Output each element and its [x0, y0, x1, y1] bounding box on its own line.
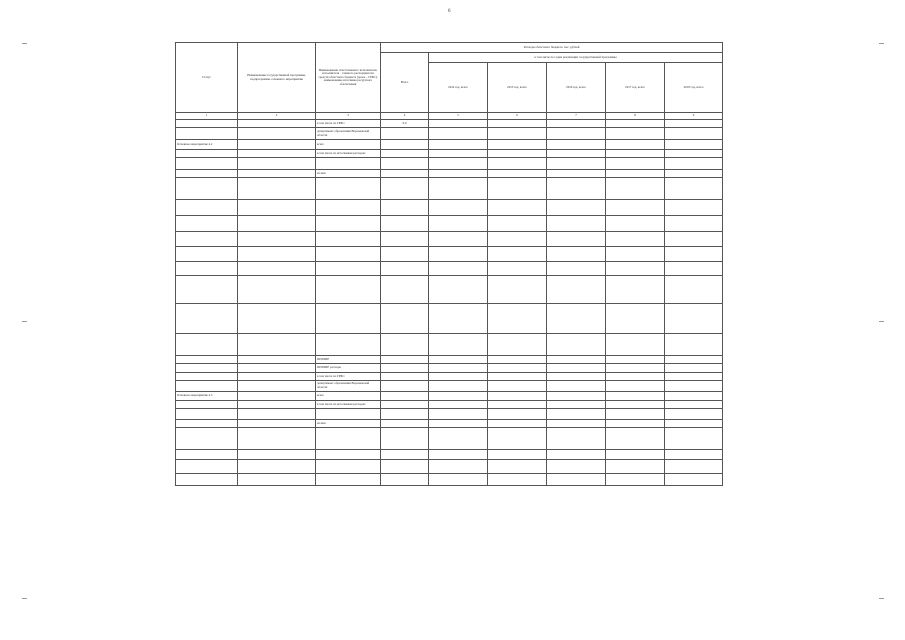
year-value-cell [488, 276, 547, 304]
year-value-cell [429, 232, 488, 247]
status-cell [176, 150, 238, 158]
column-number: 5 [429, 113, 488, 120]
total-cell [381, 140, 429, 150]
year-value-cell [429, 364, 488, 373]
table-row [176, 450, 723, 460]
year-value-cell [429, 409, 488, 420]
year-value-cell [606, 401, 665, 409]
year-value-cell [429, 356, 488, 364]
header-expenses-group: Расходы областного бюджета, тыс. рублей [381, 43, 723, 53]
table-row [176, 140, 723, 150]
total-cell [381, 276, 429, 304]
year-value-cell [547, 420, 606, 428]
program-name-cell [238, 232, 316, 247]
table-row [176, 356, 723, 364]
total-cell [381, 373, 429, 381]
funding-source-cell: ПРОЧИЕ расходы [316, 364, 381, 373]
total-cell [381, 381, 429, 392]
program-name-cell [238, 450, 316, 460]
funding-source-cell [316, 474, 381, 486]
total-cell [381, 170, 429, 178]
program-name-cell [238, 474, 316, 486]
funding-source-cell [316, 276, 381, 304]
year-value-cell [606, 392, 665, 401]
year-value-cell [547, 200, 606, 216]
year-value-cell [606, 276, 665, 304]
year-value-cell [547, 364, 606, 373]
year-value-cell [429, 178, 488, 200]
year-value-cell [547, 216, 606, 232]
total-cell [381, 428, 429, 450]
funding-source-cell: в том числе по ГРБС: [316, 373, 381, 381]
year-value-cell [665, 356, 723, 364]
table-row [176, 373, 723, 381]
year-value-cell [547, 428, 606, 450]
year-value-cell [606, 356, 665, 364]
year-value-cell [606, 409, 665, 420]
year-value-cell [606, 140, 665, 150]
year-value-cell [547, 178, 606, 200]
funding-source-cell [316, 460, 381, 474]
table-row [176, 262, 723, 276]
year-value-cell [429, 428, 488, 450]
funding-source-cell [316, 450, 381, 460]
funding-source-cell [316, 158, 381, 170]
program-name-cell [238, 276, 316, 304]
year-value-cell [429, 392, 488, 401]
status-cell [176, 178, 238, 200]
funding-source-cell [316, 304, 381, 334]
program-name-cell [238, 216, 316, 232]
year-value-cell [547, 232, 606, 247]
scan-mark [879, 321, 884, 322]
year-value-cell [429, 150, 488, 158]
year-value-cell [665, 460, 723, 474]
table-body [176, 120, 723, 486]
funding-source-cell: в том числе по источникам расходов: [316, 401, 381, 409]
year-value-cell [488, 409, 547, 420]
funding-source-cell [316, 232, 381, 247]
year-value-cell [429, 128, 488, 140]
year-value-cell [665, 120, 723, 128]
budget-table [175, 42, 723, 486]
column-number: 8 [606, 113, 665, 120]
year-value-cell [665, 128, 723, 140]
status-cell [176, 420, 238, 428]
year-value-cell [606, 334, 665, 356]
column-number: 6 [488, 113, 547, 120]
program-name-cell [238, 200, 316, 216]
program-name-cell [238, 364, 316, 373]
year-value-cell [547, 334, 606, 356]
header-total: Всего [381, 53, 429, 113]
column-number: 4 [381, 113, 429, 120]
column-number: 7 [547, 113, 606, 120]
year-value-cell [547, 450, 606, 460]
table-row [176, 276, 723, 304]
table-row [176, 428, 723, 450]
status-cell [176, 460, 238, 474]
column-number: 9 [665, 113, 723, 120]
status-cell [176, 474, 238, 486]
program-name-cell [238, 401, 316, 409]
status-cell [176, 200, 238, 216]
header-year: 2015 год, всего [488, 63, 547, 113]
year-value-cell [488, 428, 547, 450]
year-value-cell [665, 409, 723, 420]
funding-source-cell [316, 409, 381, 420]
year-value-cell [547, 262, 606, 276]
total-cell [381, 450, 429, 460]
table-row [176, 232, 723, 247]
year-value-cell [547, 304, 606, 334]
program-name-cell [238, 150, 316, 158]
table-row [176, 170, 723, 178]
year-value-cell [488, 392, 547, 401]
table-row [176, 304, 723, 334]
year-value-cell [429, 381, 488, 392]
header-status: Статус [176, 43, 238, 113]
year-value-cell [547, 120, 606, 128]
year-value-cell [606, 450, 665, 460]
total-cell: 0,0 [381, 120, 429, 128]
year-value-cell [665, 170, 723, 178]
header-by-years: в том числе по годам реализации государственной программы [429, 53, 723, 63]
funding-source-cell: из них: [316, 420, 381, 428]
year-value-cell [547, 401, 606, 409]
table-row [176, 120, 723, 128]
header-year: 2014 год, всего [429, 63, 488, 113]
header-year: 2016 год, всего [547, 63, 606, 113]
year-value-cell [488, 178, 547, 200]
status-cell [176, 401, 238, 409]
year-value-cell [606, 381, 665, 392]
year-value-cell [606, 128, 665, 140]
year-value-cell [488, 373, 547, 381]
year-value-cell [429, 373, 488, 381]
year-value-cell [429, 401, 488, 409]
year-value-cell [665, 140, 723, 150]
year-value-cell [488, 247, 547, 262]
year-value-cell [665, 401, 723, 409]
status-cell [176, 334, 238, 356]
year-value-cell [665, 373, 723, 381]
funding-source-cell: из них: [316, 170, 381, 178]
year-value-cell [665, 450, 723, 460]
year-value-cell [488, 474, 547, 486]
year-value-cell [665, 232, 723, 247]
year-value-cell [547, 170, 606, 178]
year-value-cell [488, 232, 547, 247]
table-row [176, 460, 723, 474]
year-value-cell [547, 140, 606, 150]
table-row [176, 216, 723, 232]
status-cell [176, 304, 238, 334]
year-value-cell [665, 420, 723, 428]
scan-mark [879, 43, 884, 44]
year-value-cell [488, 120, 547, 128]
year-value-cell [429, 158, 488, 170]
table-row [176, 178, 723, 200]
year-value-cell [665, 262, 723, 276]
program-name-cell [238, 334, 316, 356]
program-name-cell [238, 420, 316, 428]
total-cell [381, 158, 429, 170]
year-value-cell [606, 373, 665, 381]
year-value-cell [665, 276, 723, 304]
funding-source-cell: департамент образования Воронежской области [316, 128, 381, 140]
year-value-cell [547, 158, 606, 170]
year-value-cell [488, 364, 547, 373]
program-name-cell [238, 262, 316, 276]
year-value-cell [488, 170, 547, 178]
funding-source-cell [316, 334, 381, 356]
year-value-cell [606, 428, 665, 450]
program-name-cell [238, 140, 316, 150]
program-name-cell [238, 373, 316, 381]
column-number: 1 [176, 113, 238, 120]
total-cell [381, 200, 429, 216]
year-value-cell [488, 356, 547, 364]
table-row [176, 364, 723, 373]
year-value-cell [665, 392, 723, 401]
funding-source-cell [316, 178, 381, 200]
total-cell [381, 401, 429, 409]
year-value-cell [488, 200, 547, 216]
year-value-cell [606, 150, 665, 158]
program-name-cell [238, 170, 316, 178]
total-cell [381, 409, 429, 420]
year-value-cell [488, 450, 547, 460]
header-funding-source: Наименование ответственного исполнителя, исполнителя – главного распорядителя средств областного бюджета (далее – ГРБС); наименование источника ресурсного обеспечения [316, 43, 381, 113]
program-name-cell [238, 409, 316, 420]
table-row [176, 420, 723, 428]
year-value-cell [547, 381, 606, 392]
total-cell [381, 178, 429, 200]
year-value-cell [429, 120, 488, 128]
year-value-cell [606, 364, 665, 373]
year-value-cell [665, 474, 723, 486]
total-cell [381, 460, 429, 474]
year-value-cell [606, 200, 665, 216]
year-value-cell [547, 128, 606, 140]
year-value-cell [665, 158, 723, 170]
year-value-cell [606, 158, 665, 170]
table-row [176, 409, 723, 420]
total-cell [381, 262, 429, 276]
status-cell [176, 409, 238, 420]
status-cell [176, 428, 238, 450]
program-name-cell [238, 356, 316, 364]
header-year: 2018 год, всего [665, 63, 723, 113]
total-cell [381, 232, 429, 247]
year-value-cell [606, 304, 665, 334]
year-value-cell [429, 276, 488, 304]
table-row [176, 200, 723, 216]
year-value-cell [665, 247, 723, 262]
year-value-cell [606, 178, 665, 200]
year-value-cell [488, 158, 547, 170]
scan-mark [879, 598, 884, 599]
table-row [176, 401, 723, 409]
table-row [176, 381, 723, 392]
program-name-cell [238, 158, 316, 170]
total-cell [381, 128, 429, 140]
year-value-cell [606, 420, 665, 428]
table-row [176, 334, 723, 356]
funding-source-cell: департамент образования Воронежской области [316, 381, 381, 392]
status-cell: Основное мероприятие 4.3 [176, 392, 238, 401]
status-cell [176, 232, 238, 247]
year-value-cell [665, 178, 723, 200]
year-value-cell [665, 200, 723, 216]
status-cell [176, 170, 238, 178]
funding-source-cell [316, 428, 381, 450]
year-value-cell [665, 428, 723, 450]
year-value-cell [488, 334, 547, 356]
status-cell [176, 276, 238, 304]
program-name-cell [238, 247, 316, 262]
year-value-cell [665, 150, 723, 158]
program-name-cell [238, 304, 316, 334]
year-value-cell [488, 216, 547, 232]
column-number: 3 [316, 113, 381, 120]
year-value-cell [547, 460, 606, 474]
total-cell [381, 356, 429, 364]
total-cell [381, 216, 429, 232]
table-row [176, 128, 723, 140]
status-cell [176, 128, 238, 140]
status-cell [176, 364, 238, 373]
year-value-cell [606, 170, 665, 178]
year-value-cell [547, 356, 606, 364]
funding-source-cell: ПРОЧИЕ [316, 356, 381, 364]
funding-source-cell [316, 216, 381, 232]
status-cell [176, 356, 238, 364]
table-row [176, 158, 723, 170]
year-value-cell [429, 247, 488, 262]
year-value-cell [488, 128, 547, 140]
column-number: 2 [238, 113, 316, 120]
year-value-cell [488, 420, 547, 428]
funding-source-cell [316, 200, 381, 216]
status-cell [176, 262, 238, 276]
year-value-cell [665, 364, 723, 373]
funding-source-cell: всего [316, 392, 381, 401]
total-cell [381, 304, 429, 334]
year-value-cell [429, 450, 488, 460]
table-row [176, 474, 723, 486]
year-value-cell [429, 262, 488, 276]
status-cell [176, 450, 238, 460]
year-value-cell [606, 474, 665, 486]
total-cell [381, 247, 429, 262]
year-value-cell [429, 460, 488, 474]
year-value-cell [547, 409, 606, 420]
scan-mark [22, 321, 27, 322]
year-value-cell [606, 262, 665, 276]
total-cell [381, 392, 429, 401]
total-cell [381, 474, 429, 486]
year-value-cell [547, 247, 606, 262]
funding-source-cell: в том числе по ГРБС: [316, 120, 381, 128]
year-value-cell [488, 401, 547, 409]
year-value-cell [488, 460, 547, 474]
program-name-cell [238, 178, 316, 200]
program-name-cell [238, 128, 316, 140]
year-value-cell [606, 120, 665, 128]
year-value-cell [606, 247, 665, 262]
header-year: 2017 год, всего [606, 63, 665, 113]
status-cell [176, 120, 238, 128]
year-value-cell [429, 304, 488, 334]
status-cell [176, 373, 238, 381]
status-cell [176, 381, 238, 392]
scan-mark [22, 43, 27, 44]
year-value-cell [488, 150, 547, 158]
total-cell [381, 150, 429, 158]
status-cell [176, 216, 238, 232]
year-value-cell [429, 200, 488, 216]
funding-source-cell [316, 247, 381, 262]
year-value-cell [547, 150, 606, 158]
year-value-cell [429, 420, 488, 428]
year-value-cell [429, 140, 488, 150]
year-value-cell [606, 460, 665, 474]
year-value-cell [606, 216, 665, 232]
page-number: 6 [448, 9, 451, 14]
scan-mark [22, 598, 27, 599]
program-name-cell [238, 381, 316, 392]
year-value-cell [606, 232, 665, 247]
program-name-cell [238, 460, 316, 474]
status-cell [176, 158, 238, 170]
program-name-cell [238, 392, 316, 401]
year-value-cell [429, 216, 488, 232]
year-value-cell [547, 474, 606, 486]
year-value-cell [429, 334, 488, 356]
funding-source-cell: в том числе по источникам расходов: [316, 150, 381, 158]
table-row [176, 247, 723, 262]
total-cell [381, 334, 429, 356]
year-value-cell [665, 381, 723, 392]
table-row [176, 392, 723, 401]
status-cell: Основное мероприятие 4.2 [176, 140, 238, 150]
year-value-cell [547, 276, 606, 304]
year-value-cell [429, 474, 488, 486]
table-row [176, 150, 723, 158]
year-value-cell [665, 304, 723, 334]
year-value-cell [665, 216, 723, 232]
year-value-cell [488, 381, 547, 392]
program-name-cell [238, 120, 316, 128]
header-program-name: Наименование государственной программы, подпрограммы, основного мероприятия [238, 43, 316, 113]
total-cell [381, 420, 429, 428]
year-value-cell [488, 304, 547, 334]
year-value-cell [665, 334, 723, 356]
year-value-cell [547, 392, 606, 401]
funding-source-cell [316, 262, 381, 276]
total-cell [381, 364, 429, 373]
year-value-cell [488, 140, 547, 150]
year-value-cell [547, 373, 606, 381]
year-value-cell [488, 262, 547, 276]
program-name-cell [238, 428, 316, 450]
funding-source-cell: всего [316, 140, 381, 150]
year-value-cell [429, 170, 488, 178]
status-cell [176, 247, 238, 262]
